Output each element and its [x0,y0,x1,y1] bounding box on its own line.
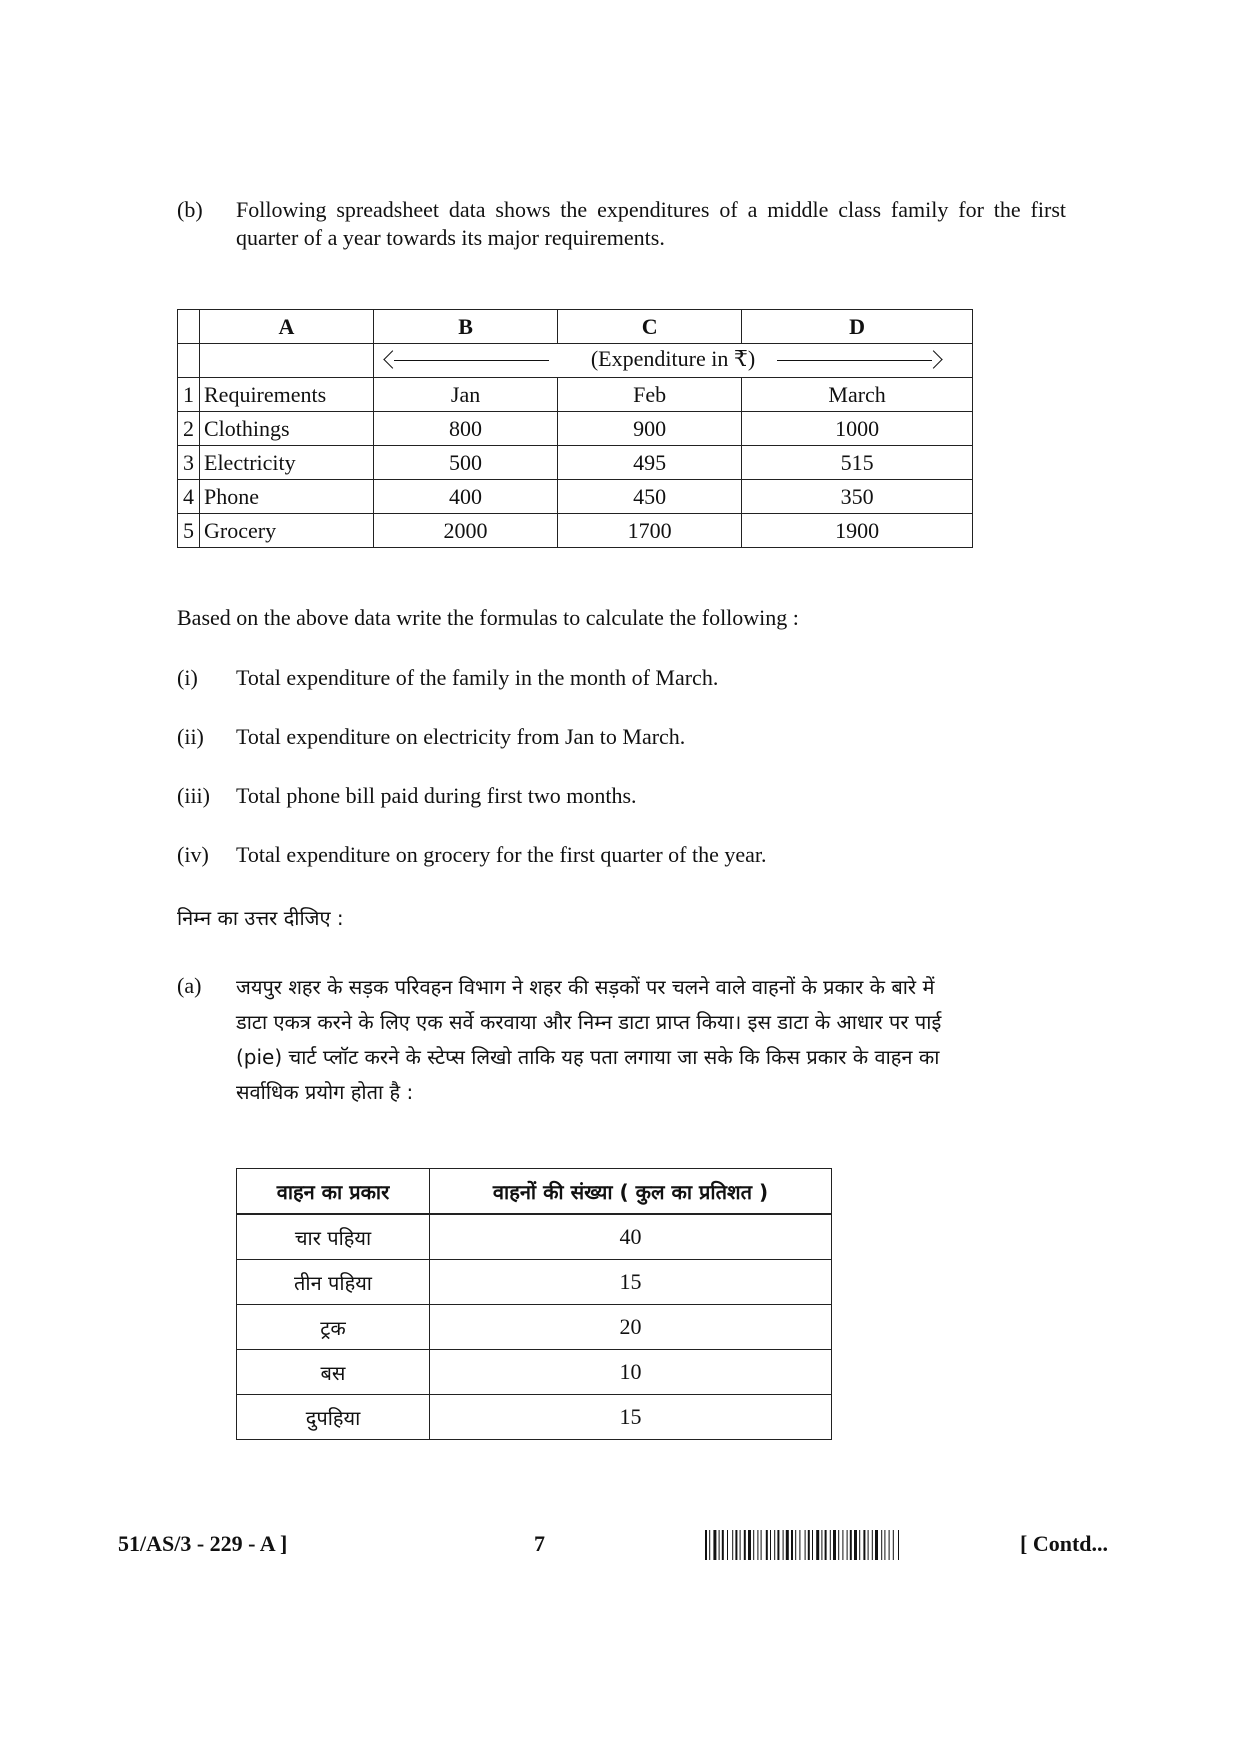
cell-value: 2000 [374,514,558,548]
cell-value: 500 [374,446,558,480]
contd-label: [ Contd... [1020,1531,1109,1556]
question-b-number: (b) [177,197,203,222]
sheet-row [178,514,973,548]
month-jan: Jan [374,378,558,412]
vehicle-table-header [237,1169,832,1215]
vehicle-percent: 15 [430,1395,832,1440]
subquestion-number: (iii) [177,783,210,808]
month-feb: Feb [558,378,742,412]
instruction-text: Based on the above data write the formulas to calculate the following : [177,605,799,630]
vehicle-percent: 20 [430,1305,832,1350]
cell-value: 350 [742,480,973,514]
sheet-row [178,480,973,514]
column-header-c: C [558,310,742,344]
expenditure-label: (Expenditure in ₹) [590,346,756,371]
expenditure-span-cell [374,344,973,378]
subquestion-number: (i) [177,665,198,690]
row-number: 1 [178,378,200,412]
expenditure-spreadsheet [177,309,973,548]
sheet-row [178,378,973,412]
sheet-row [178,446,973,480]
subquestion-number: (iv) [177,842,209,867]
table-row [237,1305,832,1350]
subquestion-number: (ii) [177,724,204,749]
cell-value: 1700 [558,514,742,548]
row-label: Clothings [200,412,374,446]
expenditure-label-row [178,344,973,378]
cell-value: 900 [558,412,742,446]
question-a-number: (a) [177,973,202,998]
vehicle-type: दुपहिया [237,1395,430,1440]
hindi-heading: निम्न का उत्तर दीजिए : [177,906,344,930]
vehicle-type: ट्रक [237,1305,430,1350]
vehicle-type-header: वाहन का प्रकार [237,1169,430,1215]
question-a-line: सर्वाधिक प्रयोग होता है : [236,1080,414,1104]
cell-value: 1900 [742,514,973,548]
vehicle-count-header: वाहनों की संख्या ( कुल का प्रतिशत ) [430,1169,832,1215]
subquestion-text: Total expenditure on grocery for the first quarter of the year. [236,842,767,867]
question-b-text: Following spreadsheet data shows the expenditures of a middle class family for the first quarter of a year towards its major requirements. [236,197,1066,250]
corner-cell [178,310,200,344]
table-row [237,1214,832,1260]
page-number: 7 [534,1531,545,1556]
column-header-b: B [374,310,558,344]
column-header-a: A [200,310,374,344]
right-arrow-line [777,360,932,361]
barcode-image [705,1530,1003,1560]
row-number: 2 [178,412,200,446]
question-a-line: जयपुर शहर के सड़क परिवहन विभाग ने शहर की सड़कों पर चलने वाले वाहनों के प्रकार के बारे में [236,975,935,999]
vehicle-percent: 15 [430,1260,832,1305]
vehicle-type-table [236,1168,832,1440]
cell-value: 495 [558,446,742,480]
table-row [237,1350,832,1395]
cell-value: 800 [374,412,558,446]
table-row [237,1260,832,1305]
subquestion-text: Total expenditure on electricity from Jan to March. [236,724,686,749]
subquestion-text: Total expenditure of the family in the month of March. [236,665,719,690]
column-letter-row [178,310,973,344]
row-label: Phone [200,480,374,514]
paper-code: 51/AS/3 - 229 - A ] [118,1531,288,1556]
vehicle-type: बस [237,1350,430,1395]
question-a-text [236,970,1066,1110]
sheet-row [178,412,973,446]
subquestion-text: Total phone bill paid during first two months. [236,783,637,808]
row-number: 3 [178,446,200,480]
month-march: March [742,378,973,412]
vehicle-percent: 40 [430,1214,832,1260]
cell-value: 450 [558,480,742,514]
row-number: 5 [178,514,200,548]
vehicle-type: तीन पहिया [237,1260,430,1305]
vehicle-type: चार पहिया [237,1214,430,1260]
table-row [237,1395,832,1440]
vehicle-percent: 10 [430,1350,832,1395]
row-label: Grocery [200,514,374,548]
question-a-line: डाटा एकत्र करने के लिए एक सर्वे करवाया और निम्न डाटा प्राप्त किया। इस डाटा के आधार पर पाई [236,1010,942,1034]
cell-value: 1000 [742,412,973,446]
column-header-d: D [742,310,973,344]
row-number: 4 [178,480,200,514]
question-a-line: (pie) चार्ट प्लॉट करने के स्टेप्स लिखो ताकि यह पता लगाया जा सके कि किस प्रकार के वाहन का [236,1045,940,1069]
cell-value: 515 [742,446,973,480]
row-label: Electricity [200,446,374,480]
row-label: Requirements [200,378,374,412]
cell-value: 400 [374,480,558,514]
